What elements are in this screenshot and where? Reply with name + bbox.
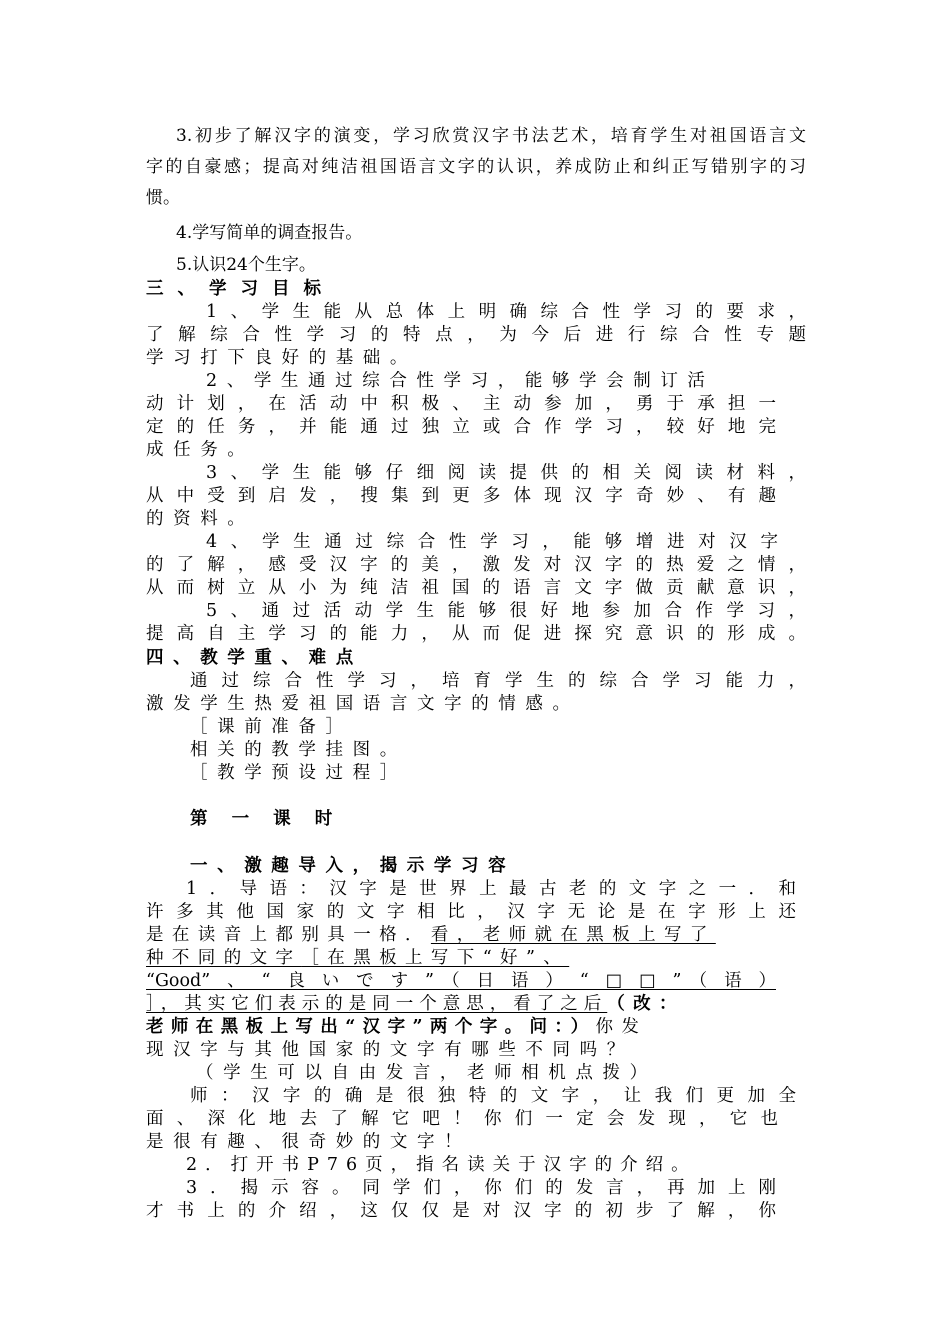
para-1-line-7 xyxy=(146,1016,806,1038)
para-1-line-4 xyxy=(146,947,656,969)
goal-3-line-1: 3、学生能够仔细阅读提供的相关阅读材料， xyxy=(206,463,806,483)
para-1-line-9: （学生可以自由发言，老师相机点拨） xyxy=(196,1063,657,1083)
goal-5-line-2: 提高自主学习的能力，从而促进探究意识的形成。 xyxy=(146,624,806,644)
objective-3-line-1: 3.初步了解汉字的演变，学习欣赏汉字书法艺术，培育学生对祖国语言文 xyxy=(176,126,806,146)
para-1-line-6-underlined: ］，其实它们表示的是同一个意思，看了之后 xyxy=(146,994,608,1014)
goal-1-line-1: 1、学生能从总体上明确综合性学习的要求， xyxy=(206,302,806,322)
goal-4-line-3: 从而树立从小为纯洁祖国的语言文字做贡献意识， xyxy=(146,578,806,598)
para-1-line-4-part-b: ［在黑板上写下“好”、 xyxy=(301,948,570,968)
para-1-line-7-bold: 老师在黑板上写出“汉字”两个字。问：） xyxy=(146,1017,596,1037)
para-1-line-6-bold: （改： xyxy=(607,994,685,1014)
key-point-line-2: 激发学生热爱祖国语言文字的情感。 xyxy=(146,694,580,714)
section-4-heading: 四、教学重、难点 xyxy=(146,648,363,668)
lesson-title: 第 一 课 时 xyxy=(190,809,333,829)
para-1-line-6 xyxy=(146,993,806,1015)
key-point-line-1: 通过综合性学习，培育学生的综合学习能力， xyxy=(190,671,806,691)
para-1-line-3-plain: 是在读音上都别具一格． xyxy=(146,925,431,945)
goal-2-line-1: 2、学生通过综合性学习，能够学会制订活 xyxy=(206,371,715,391)
section-3-heading: 三、学习目标 xyxy=(146,279,335,299)
objective-3-line-3: 惯。 xyxy=(146,188,180,208)
teacher-line-2: 面、深化地去了解它吧！你们一定会发现，它也 xyxy=(146,1109,778,1129)
para-1-line-3-underlined: 看，老师就在黑板上写了 xyxy=(430,925,716,945)
objective-3-line-2: 字的自豪感；提高对纯洁祖国语言文字的认识，养成防止和纠正写错别字的习 xyxy=(146,157,806,177)
para-1-line-1: 1．导语：汉字是世界上最古老的文字之一．和 xyxy=(186,879,796,899)
prep-text: 相关的教学挂图。 xyxy=(190,740,407,760)
para-1-line-8: 现汉字与其他国家的文字有哪些不同吗？ xyxy=(146,1040,634,1060)
goal-2-line-2: 动计划，在活动中积极、主动参加，勇于承担一 xyxy=(146,394,776,414)
goal-4-line-1: 4、学生通过综合性学习，能够增进对汉字 xyxy=(206,532,778,552)
goal-2-line-3: 定的任务，并能通过独立或合作学习，较好地完 xyxy=(146,417,776,437)
teacher-line-1: 师：汉字的确是很独特的文字，让我们更加全 xyxy=(190,1086,796,1106)
goal-3-line-3: 的资料。 xyxy=(146,509,255,529)
process-heading: ［教学预设过程］ xyxy=(190,763,407,783)
para-3-line-1: 3．揭示容。同学们，你们的发言，再加上刚 xyxy=(186,1178,776,1198)
para-1-line-4-part-a: 种不同的文字 xyxy=(146,948,302,968)
para-3-line-2: 才书上的介绍，这仅仅是对汉字的初步了解，你 xyxy=(146,1201,776,1221)
step-1-heading: 一、激趣导入，揭示学习容 xyxy=(190,856,516,876)
teacher-line-3: 是很有趣、很奇妙的文字！ xyxy=(146,1132,472,1152)
prep-heading: ［课前准备］ xyxy=(190,717,353,737)
para-1-line-2: 许多其他国家的文字相比，汉字无论是在字形上还 xyxy=(146,902,796,922)
goal-1-line-2: 了解综合性学习的特点，为今后进行综合性专题 xyxy=(146,325,806,345)
goal-3-line-2: 从中受到启发，搜集到更多体现汉字奇妙、有趣 xyxy=(146,486,776,506)
para-1-line-5: “Good”、“良いです”（日语）“□□”（语） xyxy=(146,971,776,991)
objective-4: 4.学写简单的调查报告。 xyxy=(176,223,363,243)
para-1-line-3 xyxy=(146,924,796,946)
goal-4-line-2: 的了解，感受汉字的美，激发对汉字的热爱之情， xyxy=(146,555,806,575)
goal-5-line-1: 5、通过活动学生能够很好地参加合作学习， xyxy=(206,601,806,621)
para-2: 2．打开书P76页，指名读关于汉字的介绍。 xyxy=(186,1155,697,1175)
goal-2-line-4: 成任务。 xyxy=(146,440,255,460)
para-1-line-7-plain: 你发 xyxy=(595,1017,648,1037)
goal-1-line-3: 学习打下良好的基础。 xyxy=(146,348,417,368)
objective-5: 5.认识24个生字。 xyxy=(176,255,316,275)
